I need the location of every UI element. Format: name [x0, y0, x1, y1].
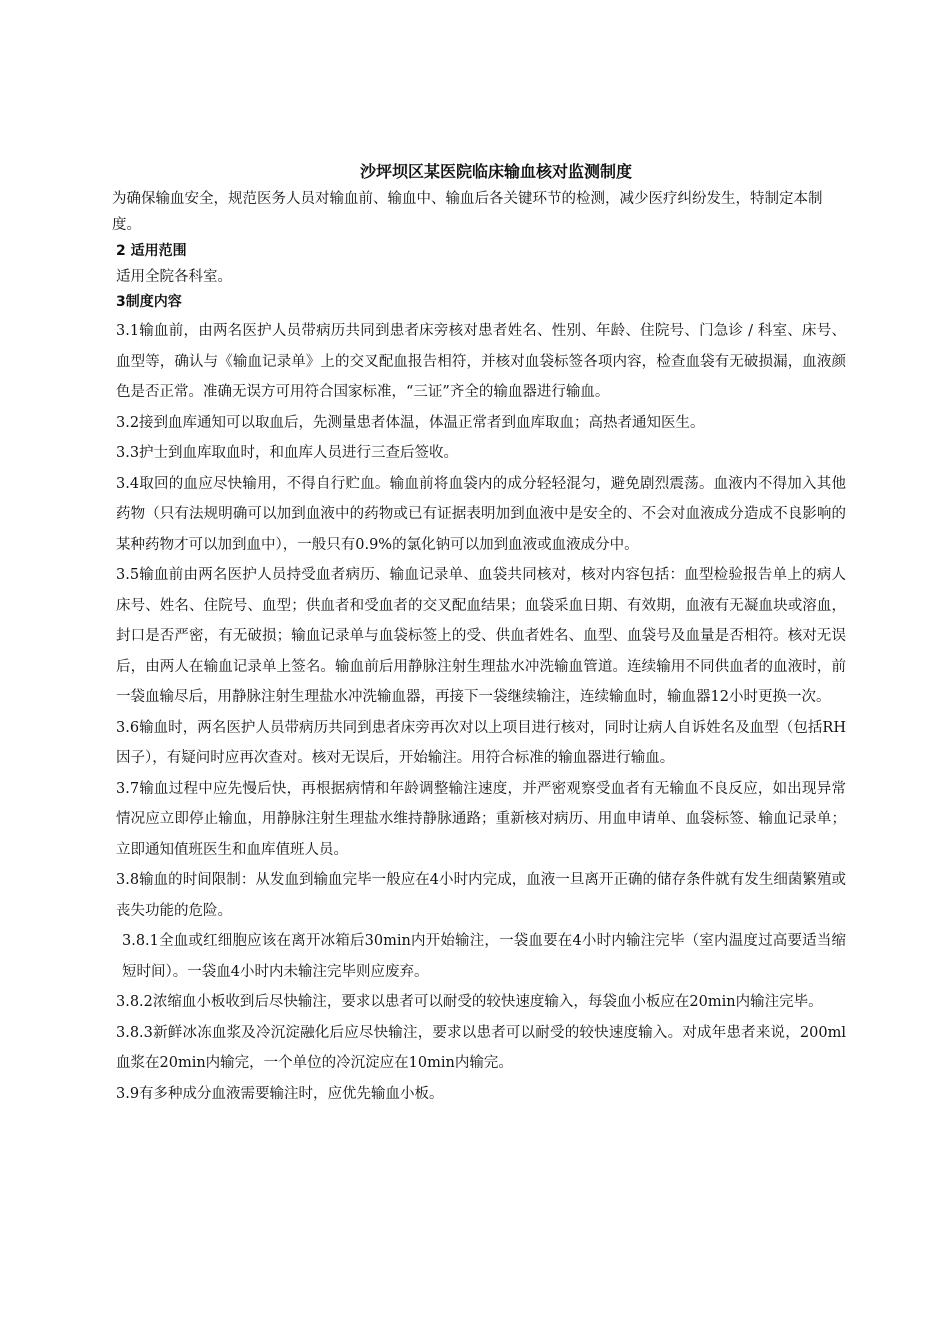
clause-3-8-3: 3.8.3新鲜冰冻血浆及冷沉淀融化后应尽快输注，要求以患者可以耐受的较快速度输入。对成年患者来说，200ml血浆在20min内输完，一个单位的冷沉淀应在10min内输完。 — [116, 1024, 846, 1071]
clause-3-8-2: 3.8.2浓缩血小板收到后尽快输注，要求以患者可以耐受的较快速度输入，每袋血小板应在20min内输注完毕。 — [116, 994, 823, 1010]
section-2-text: 适用全院各科室。 — [116, 269, 232, 285]
clause-3-4: 3.4取回的血应尽快输用，不得自行贮血。输血前将血袋内的成分轻轻混匀，避免剧烈震荡。血液内不得加入其他药物（只有法规明确可以加到血液中的药物或已有证据表明加到血液中是安全的、不会对血液成分造成不良影响的某种药物才可以加到血中），一般只有0.9%的氯化钠可以加到血液或血液成分中。 — [116, 475, 846, 553]
intro-paragraph: 为确保输血安全，规范医务人员对输血前、输血中、输血后各关键环节的检测，减少医疗纠纷发生，特制定本制度。 — [112, 191, 823, 233]
clause-3-6: 3.6输血时，两名医护人员带病历共同到患者床旁再次对以上项目进行核对，同时让病人自诉姓名及血型（包括RH因子），有疑问时应再次查对。核对无误后，开始输注。用符合标准的输血器进行输血。 — [116, 719, 846, 766]
clause-3-5: 3.5输血前由两名医护人员持受血者病历、输血记录单、血袋共同核对，核对内容包括：血型检验报告单上的病人床号、姓名、住院号、血型；供血者和受血者的交叉配血结果；血袋采血日期、有效期，血液有无凝血块或溶血，封口是否严密，有无破损；输血记录单与血袋标签上的受、供血者姓名、血型、血袋号及血量是否相符。核对无误后，由两人在输血记录单上签名。输血前后用静脉注射生理盐水冲洗输血管道。连续输用不同供血者的血液时，前一袋血输尽后，用静脉注射生理盐水冲洗输血器，再接下一袋继续输注，连续输血时，输血器12小时更换一次。 — [116, 567, 846, 705]
section-2-heading: 2 适用范围 — [116, 243, 187, 259]
clause-3-1: 3.1输血前，由两名医护人员带病历共同到患者床旁核对患者姓名、性别、年龄、住院号、门急诊 / 科室、床号、血型等，确认与《输血记录单》上的交叉配血报告相符，并核对血袋标签各项内容，检查血袋有无破损漏，血液颜色是否正常。准确无误方可用符合国家标准，“三证”齐全的输血器进行输血。 — [116, 323, 846, 400]
document-title: 沙坪坝区某医院临床输血核对监测制度 — [360, 162, 633, 181]
clause-3-2: 3.2接到血库通知可以取血后，先测量患者体温，体温正常者到血库取血；高热者通知医生。 — [116, 414, 705, 431]
clause-3-8: 3.8输血的时间限制：从发血到输血完毕一般应在4小时内完成，血液一旦离开正确的储存条件就有发生细菌繁殖或丧失功能的危险。 — [116, 872, 846, 919]
section-3-heading: 3制度内容 — [116, 294, 182, 310]
clause-3-3: 3.3护士到血库取血时，和血库人员进行三查后签收。 — [116, 445, 459, 461]
clause-3-7: 3.7输血过程中应先慢后快，再根据病情和年龄调整输注速度，并严密观察受血者有无输血不良反应，如出现异常情况应立即停止输血，用静脉注射生理盐水维持静脉通路；重新核对病历、用血申请单、血袋标签、输血记录单；立即通知值班医生和血库值班人员。 — [116, 780, 846, 858]
section-3-body — [116, 316, 846, 1109]
clause-3-8-1: 3.8.1全血或红细胞应该在离开冰箱后30min内开始输注，一袋血要在4小时内输注完毕（室内温度过高要适当缩短时间）。一袋血4小时内未输注完毕则应废弃。 — [122, 933, 846, 980]
clause-3-9: 3.9有多种成分血液需要输注时，应优先输血小板。 — [116, 1085, 444, 1102]
